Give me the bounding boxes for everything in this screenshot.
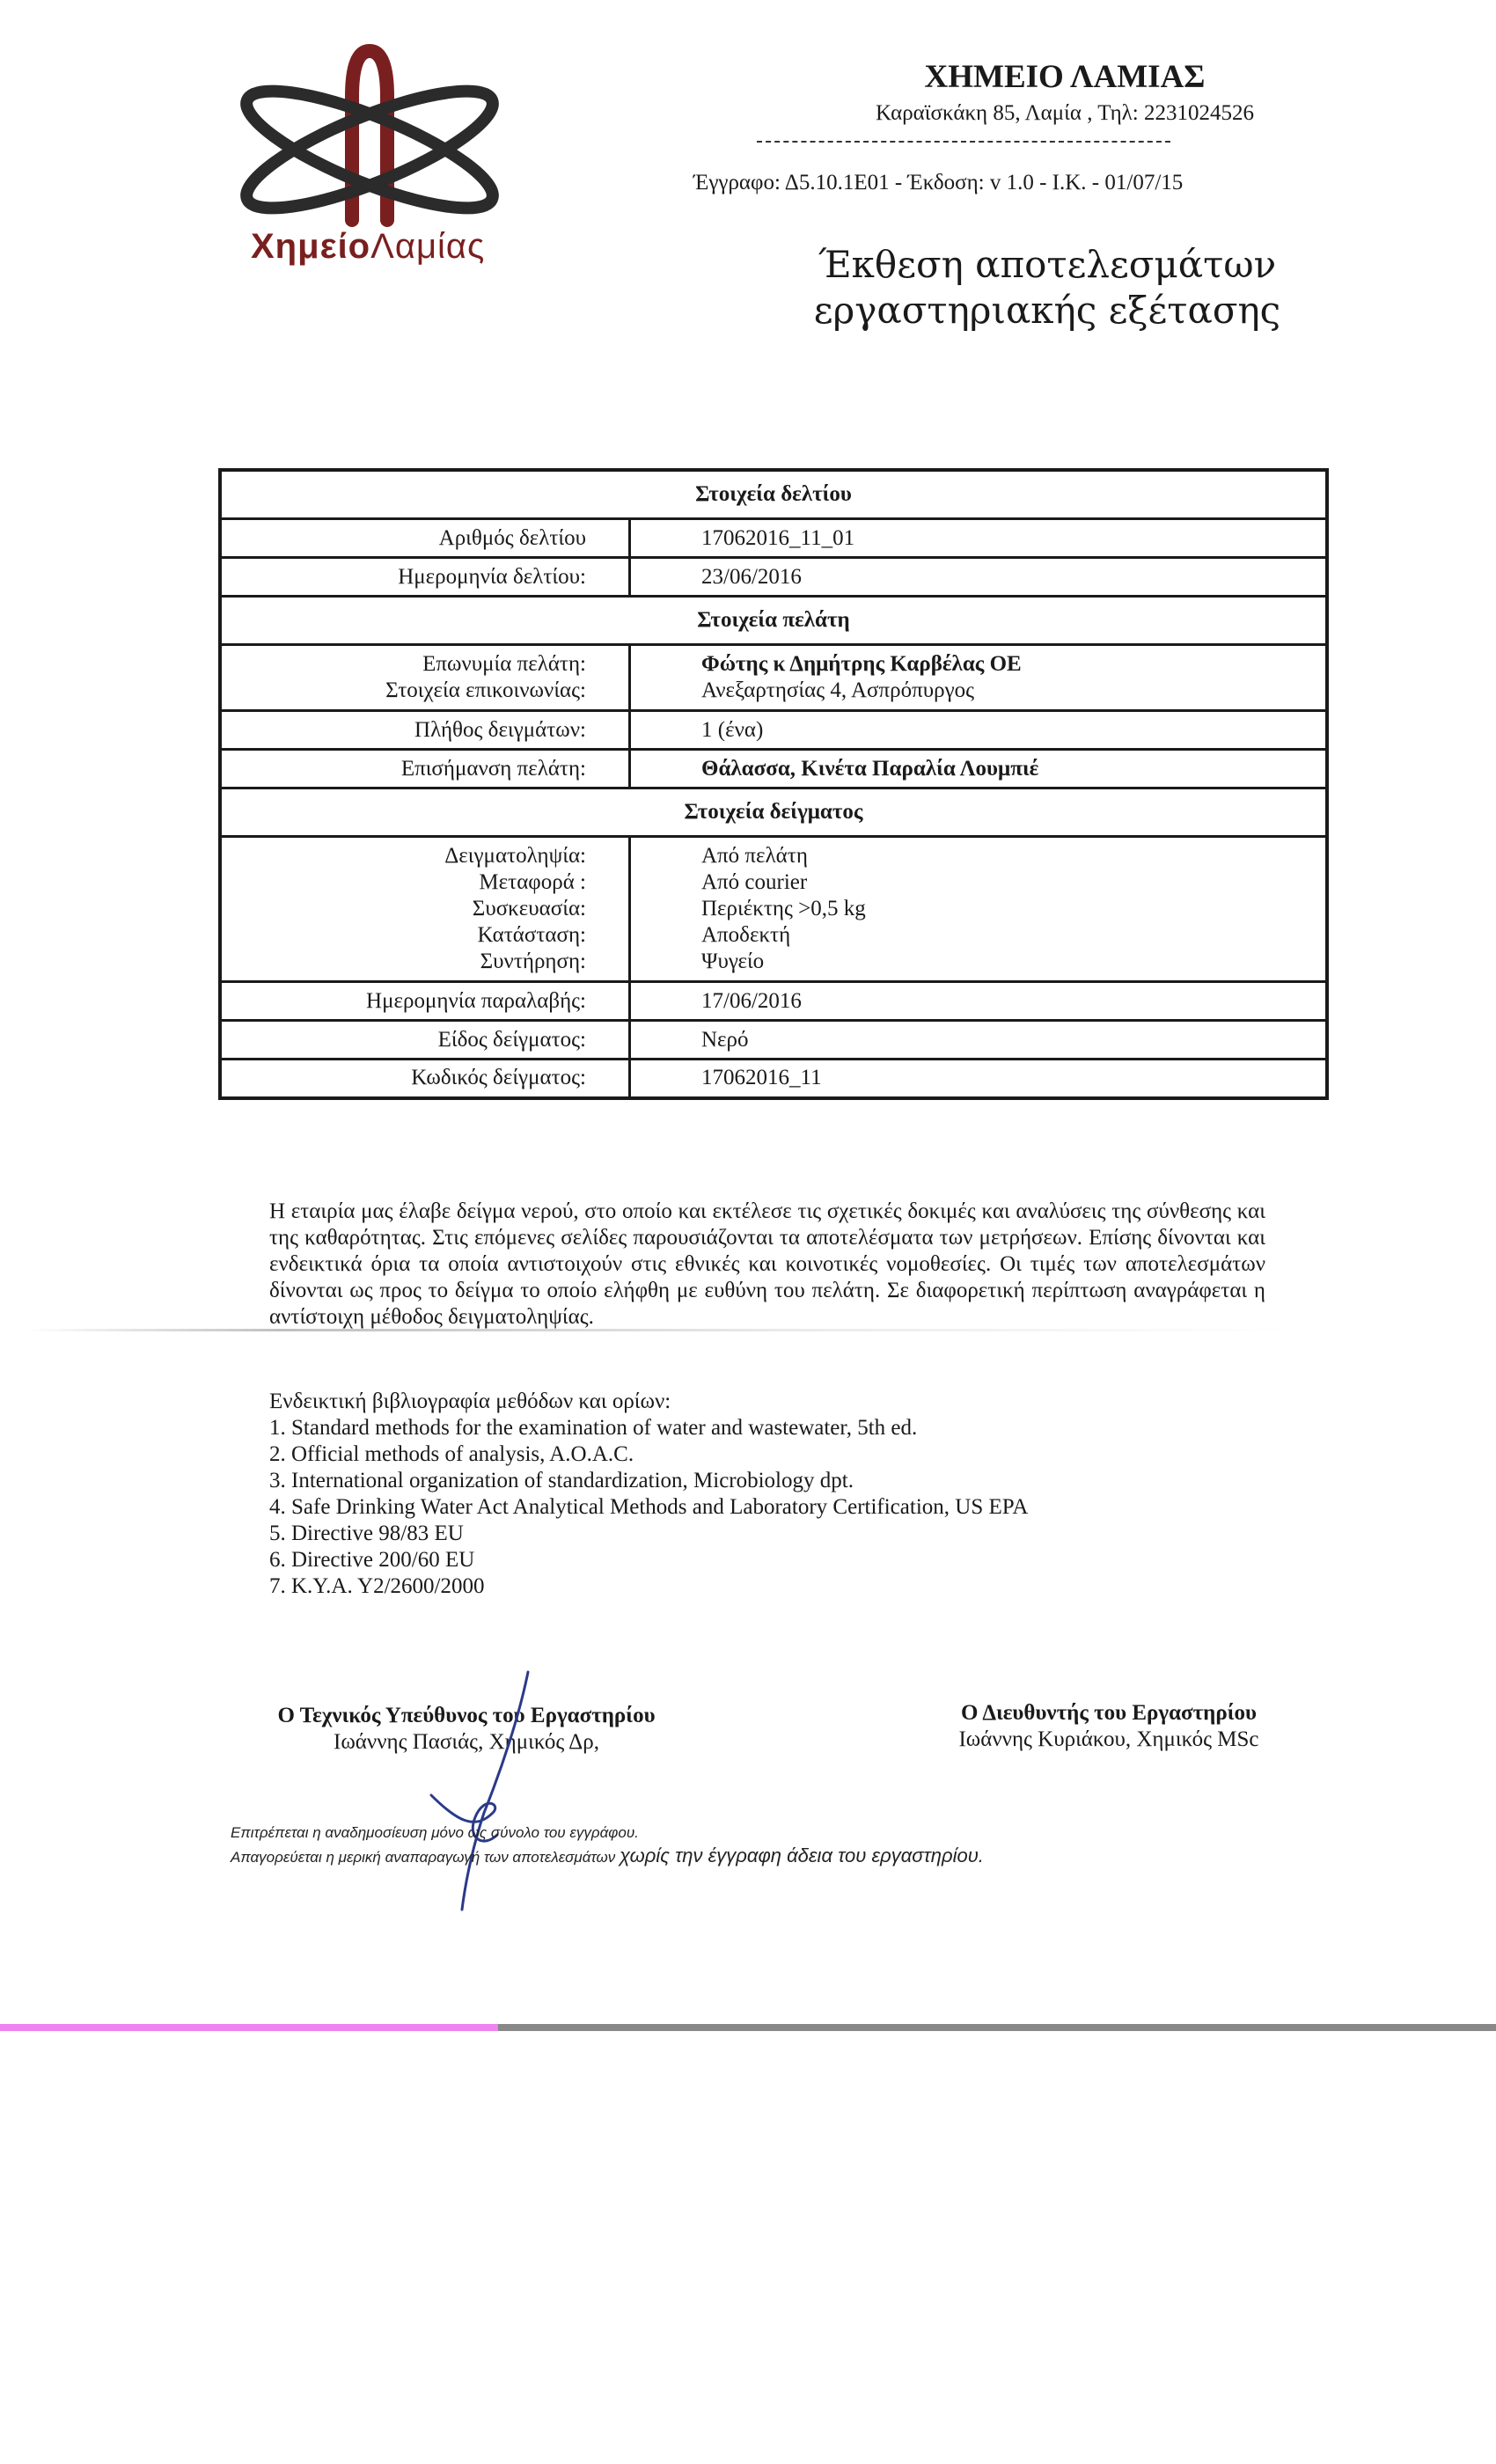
report-title-line2: εργαστηριακής εξέτασης <box>813 289 1281 332</box>
table-row <box>220 558 1327 597</box>
bulletin-number-label: Αριθμός δελτίου <box>220 519 630 558</box>
director-name: Ιωάννης Κυριάκου, Χημικός MSc <box>958 1727 1259 1751</box>
report-info-table <box>218 468 1329 1100</box>
notice-line1: Επιτρέπεται η αναδημοσίευση μόνο ως σύνολο του εγγράφου. <box>231 1824 639 1841</box>
sampling-value: Από πελάτη <box>701 844 808 868</box>
report-title-line1: Έκθεση αποτελεσμάτων <box>818 243 1277 286</box>
reference-item: 7. K.Y.A. Y2/2600/2000 <box>269 1574 485 1598</box>
client-contact-label: Στοιχεία επικοινωνίας: <box>385 678 586 702</box>
transport-value: Από courier <box>701 870 808 894</box>
condition-value: Αποδεκτή <box>701 923 791 947</box>
client-note-label: Επισήμανση πελάτη: <box>220 750 630 788</box>
reference-item: 1. Standard methods for the examination of water and wastewater, 5th ed. <box>269 1416 918 1440</box>
report-title <box>669 242 1426 334</box>
page-bar-left <box>0 2024 498 2031</box>
reference-item: 2. Official methods of analysis, A.O.A.C. <box>269 1442 634 1466</box>
reference-item: 4. Safe Drinking Water Act Analytical Methods and Laboratory Certification, US EPA <box>269 1495 1029 1519</box>
table-row <box>220 645 1327 711</box>
sample-code-value: 17062016_11 <box>630 1060 1328 1098</box>
sample-type-value: Νερό <box>630 1021 1328 1060</box>
sample-type-label: Είδος δείγματος: <box>220 1021 630 1060</box>
table-row <box>220 519 1327 558</box>
sample-count-value: 1 (ένα) <box>630 711 1328 750</box>
bulletin-number-value: 17062016_11_01 <box>630 519 1328 558</box>
section-bulletin-heading: Στοιχεία δελτίου <box>220 470 1327 519</box>
header-divider <box>757 141 1170 143</box>
client-name-value: Φώτης κ Δημήτρης Καρβέλας ΟΕ <box>701 652 1022 676</box>
section-sample-heading: Στοιχεία δείγματος <box>220 788 1327 837</box>
sampling-label: Δειγματοληψία: <box>444 844 586 868</box>
signature-block-director <box>880 1700 1338 1753</box>
notice-line2-large: χωρίς την έγγραφη άδεια του εργαστηρίου. <box>620 1844 984 1866</box>
section-client-heading: Στοιχεία πελάτη <box>220 597 1327 645</box>
notice-line2-small: Απαγορεύεται η μερική αναπαραγωγή των αποτελεσμάτων <box>231 1849 620 1866</box>
table-row <box>220 1060 1327 1098</box>
storage-label: Συντήρηση: <box>480 950 586 973</box>
logo-wordmark <box>251 227 485 267</box>
handwritten-signature <box>414 1663 537 1927</box>
logo-text-light: Λαμίας <box>370 227 486 266</box>
receipt-date-value: 17/06/2016 <box>630 982 1328 1021</box>
lab-name: ΧΗΜΕΙΟ ΛΑΜΙΑΣ <box>924 59 1206 95</box>
table-row <box>220 711 1327 750</box>
references-heading: Ενδεικτική βιβλιογραφία μεθόδων και ορίων: <box>269 1390 671 1413</box>
sample-code-label: Κωδικός δείγματος: <box>220 1060 630 1098</box>
table-row <box>220 837 1327 982</box>
sample-count-label: Πλήθος δειγμάτων: <box>220 711 630 750</box>
reference-item: 6. Directive 200/60 EU <box>269 1548 475 1572</box>
technical-manager-title: Ο Τεχνικός Υπεύθυνος του Εργαστηρίου <box>277 1704 656 1727</box>
client-name-label: Επωνυμία πελάτη: <box>422 652 586 676</box>
technical-manager-name: Ιωάννης Πασιάς, Χημικός Δρ, <box>334 1730 599 1754</box>
packaging-label: Συσκευασία: <box>472 897 586 920</box>
director-title: Ο Διευθυντής του Εργαστηρίου <box>961 1701 1257 1725</box>
lab-address: Καραϊσκάκη 85, Λαμία , Τηλ: 2231024526 <box>875 101 1254 125</box>
page-bar-right <box>498 2024 1496 2031</box>
bulletin-date-label: Ημερομηνία δελτίου: <box>220 558 630 597</box>
table-row <box>220 750 1327 788</box>
table-row <box>220 982 1327 1021</box>
document-reference: Έγγραφο: Δ5.10.1Ε01 - Έκδοση: v 1.0 - Ι.Κ. - 01/07/15 <box>693 171 1184 194</box>
references-list <box>269 1389 1325 1600</box>
client-contact-value: Ανεξαρτησίας 4, Ασπρόπυργος <box>701 678 975 702</box>
scan-streak <box>26 1329 1294 1331</box>
condition-label: Κατάσταση: <box>477 923 586 947</box>
client-note-value: Θάλασσα, Κινέτα Παραλία Λουμπιέ <box>630 750 1328 788</box>
reference-item: 3. International organization of standardization, Microbiology dpt. <box>269 1469 854 1492</box>
table-row <box>220 1021 1327 1060</box>
reproduction-notice <box>231 1822 984 1869</box>
receipt-date-label: Ημερομηνία παραλαβής: <box>220 982 630 1021</box>
packaging-value: Περιέκτης >0,5 kg <box>701 897 866 920</box>
logo-text-bold: Χημείο <box>251 227 371 266</box>
reference-item: 5. Directive 98/83 EU <box>269 1522 464 1545</box>
transport-label: Μεταφορά : <box>479 870 586 894</box>
bulletin-date-value: 23/06/2016 <box>630 558 1328 597</box>
intro-paragraph: Η εταιρία μας έλαβε δείγμα νερού, στο οποίο και εκτέλεσε τις σχετικές δοκιμές και αναλύσεις της σύνθεσης και της καθαρότητας. Στις επόμενες σελίδες παρουσιάζονται τα αποτελέσματα των μετρήσεων. Επίσης δίνονται και ενδεικτικά όρια τα οποία αντιστοιχούν στις εθνικές και κοινοτικές νομοθεσίες. Οι τιμές των αποτελεσμάτων δίνονται ως προς το δείγμα το οποίο ελήφθη με ευθύνη του πελάτη. Σε διαφορετική περίπτωση αναγράφεται η αντίστοιχη μέθοδος δειγματοληψίας. <box>269 1199 1265 1329</box>
storage-value: Ψυγείο <box>701 950 765 973</box>
